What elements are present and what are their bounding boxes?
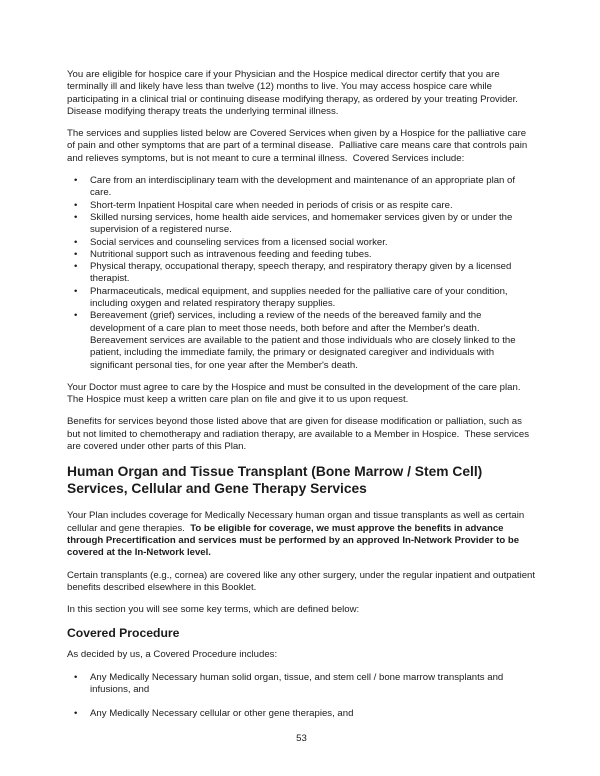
- hospice-services-intro-paragraph: The services and supplies listed below are Covered Services when given by a Hospice for the palliative care of pain and other symptoms that are part of a terminal disease. Palliative care means care that controls pain and relieves symptoms, but is not meant to cure a terminal illness. Covered Services include:: [67, 128, 530, 164]
- hospice-bullet-skilled-nursing: • Skilled nursing services, home health aide services, and homemaker services given by or under the supervision of a registered nurse.: [67, 212, 536, 237]
- covered-procedure-heading: Covered Procedure: [67, 626, 180, 641]
- hospice-bullet-pharmaceuticals: • Pharmaceuticals, medical equipment, and supplies needed for the palliative care of your condition, including oxygen and related respiratory therapy supplies.: [67, 286, 536, 311]
- page-content: [67, 69, 536, 745]
- covered-procedure-intro: As decided by us, a Covered Procedure includes:: [67, 649, 278, 661]
- hospice-bullet-interdisciplinary-team: • Care from an interdisciplinary team with the development and maintenance of an appropriate plan of care.: [67, 175, 536, 200]
- certain-transplants-paragraph: Certain transplants (e.g., cornea) are covered like any other surgery, under the regular inpatient and outpatient benefits described elsewhere in this Booklet.: [67, 569, 538, 593]
- doctor-agreement-paragraph: Your Doctor must agree to care by the Hospice and must be consulted in the development of the care plan. The Hospice must keep a written care plan on file and give it to us upon request.: [67, 381, 523, 406]
- transplant-coverage-normal-text: Your Plan includes coverage for Medically Necessary human organ and tissue transplants as well as certain cellular and gene therapies.: [67, 510, 527, 534]
- hospice-bullet-nutritional-support: • Nutritional support such as intravenous feeding and feeding tubes.: [67, 249, 536, 261]
- covered-procedure-list: [67, 672, 536, 721]
- transplant-section-heading: Human Organ and Tissue Transplant (Bone Marrow / Stem Cell) Services, Cellular and Gene Therapy Services: [67, 464, 483, 497]
- hospice-covered-services-list: [67, 175, 536, 372]
- procedure-bullet-transplants: • Any Medically Necessary human solid organ, tissue, and stem cell / bone marrow transplants and infusions, and: [67, 672, 536, 697]
- hospice-eligibility-paragraph: You are eligible for hospice care if your Physician and the Hospice medical director certify that you are terminally ill and likely have less than twelve (12) months to live. You may access hospice care while participating in a clinical trial or continuing disease modifying therapy, as ordered by your treating Provider. Disease modifying therapy treats the underlying terminal illness.: [67, 69, 521, 117]
- precertification-bold-text: To be eligible for coverage, we must approve the benefits in advance through Precertification and services must be performed by an approved In-Network Provider to be covered at the In-Network level.: [67, 522, 522, 559]
- hospice-bullet-therapies: • Physical therapy, occupational therapy, speech therapy, and respiratory therapy given by a licensed therapist.: [67, 261, 536, 286]
- key-terms-paragraph: In this section you will see some key terms, which are defined below:: [67, 604, 360, 616]
- transplant-coverage-paragraph: [67, 510, 536, 559]
- hospice-bullet-inpatient-care: • Short-term Inpatient Hospital care when needed in periods of crisis or as respite care.: [67, 200, 536, 212]
- procedure-bullet-gene-therapies: • Any Medically Necessary cellular or other gene therapies, and: [67, 708, 536, 720]
- hospice-bullet-social-services: • Social services and counseling services from a licensed social worker.: [67, 237, 536, 249]
- hospice-bullet-bereavement: • Bereavement (grief) services, including a review of the needs of the bereaved family and the development of a care plan to meet those needs, both before and after the Member's death. Bereavement services are available to the patient and those individuals who are closely linked to the patient, including the immediate family, the primary or designated caregiver and individuals with significant personal ties, for one year after the Member's death.: [67, 310, 536, 371]
- page-number: 53: [296, 732, 307, 744]
- benefits-beyond-paragraph: Benefits for services beyond those listed above that are given for disease modification or palliation, such as but not limited to chemotherapy and radiation therapy, are available to a Member in Hospice. These services are covered under other parts of this Plan.: [67, 416, 532, 453]
